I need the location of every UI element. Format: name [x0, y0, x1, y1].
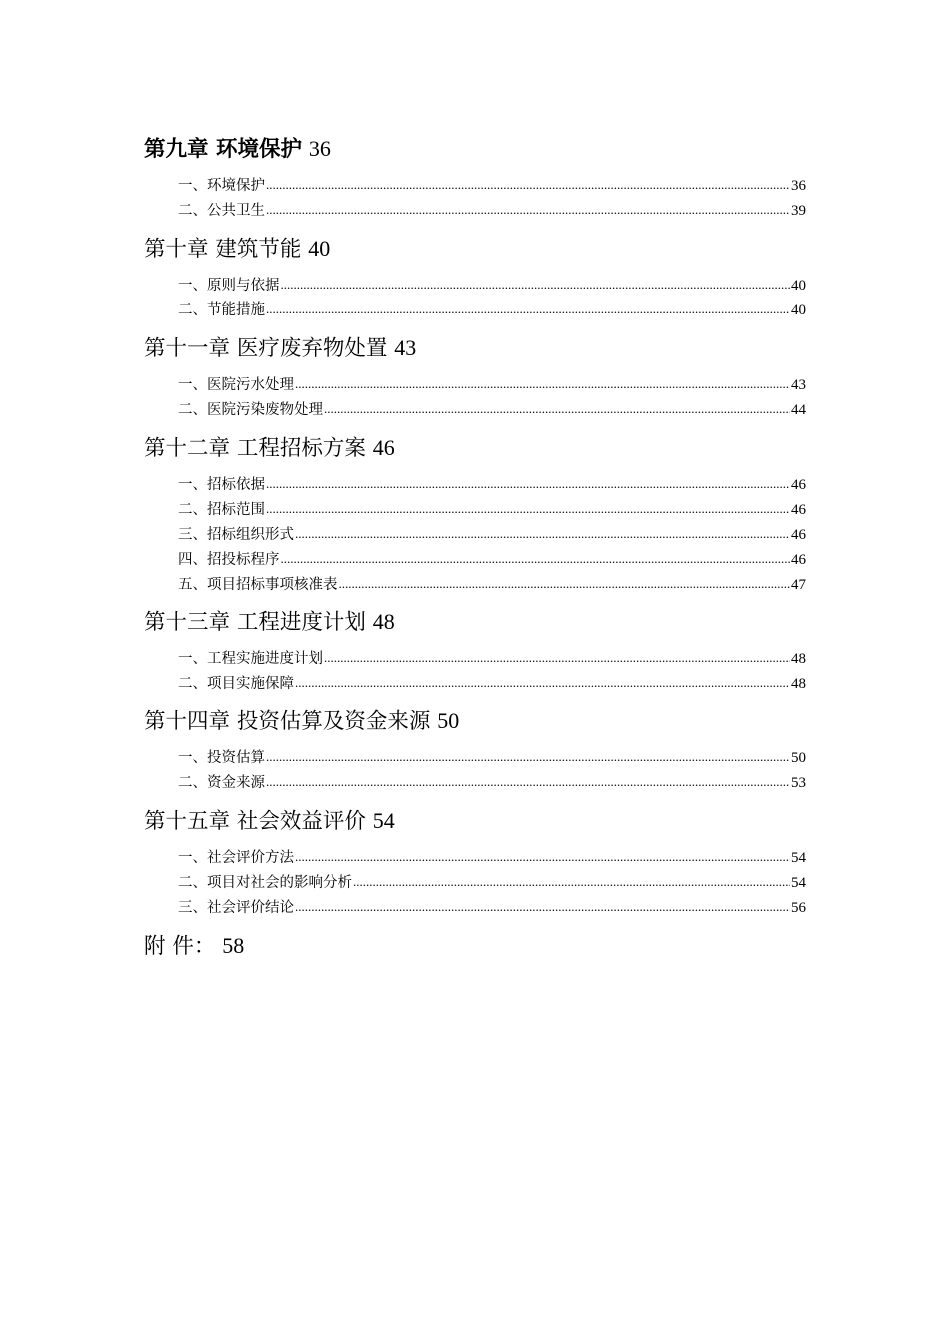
- chapter-page-number: 43: [394, 335, 417, 360]
- entry-page-number: 48: [791, 676, 806, 692]
- toc-entry[interactable]: [178, 773, 806, 793]
- toc-entry[interactable]: [178, 500, 806, 520]
- entry-title: 一、医院污水处理: [178, 377, 294, 393]
- entry-page-number: 54: [791, 875, 806, 891]
- chapter-page-number: 36: [308, 136, 331, 161]
- entry-title: 二、节能措施: [178, 302, 265, 318]
- chapter-page-number: 50: [437, 708, 460, 733]
- dot-leader: [324, 648, 790, 668]
- chapter-title: 第九章 环境保护: [144, 137, 302, 162]
- toc-appendix[interactable]: [144, 931, 806, 961]
- chapter-title: 第十二章 工程招标方案: [144, 436, 366, 461]
- dot-leader: [295, 374, 790, 394]
- toc-entry[interactable]: [178, 873, 806, 893]
- chapter-page-number: 46: [372, 435, 395, 460]
- entry-title: 三、招标组织形式: [178, 527, 294, 543]
- toc-entry[interactable]: [178, 748, 806, 768]
- entry-title: 一、社会评价方法: [178, 850, 294, 866]
- chapter-title: 第十一章 医疗废弃物处置: [144, 336, 388, 361]
- entry-title: 二、项目实施保障: [178, 676, 294, 692]
- dot-leader: [266, 747, 790, 767]
- chapter-title: 第十五章 社会效益评价: [144, 809, 366, 834]
- toc-entry[interactable]: [178, 898, 806, 918]
- entry-page-number: 46: [791, 477, 806, 493]
- dot-leader: [266, 200, 790, 220]
- dot-leader: [266, 499, 790, 519]
- toc-entry[interactable]: [178, 300, 806, 320]
- chapter-title: 第十章 建筑节能: [144, 237, 302, 262]
- toc-entry[interactable]: [178, 375, 806, 395]
- chapter-title: 第十三章 工程进度计划: [144, 610, 366, 635]
- toc-entry[interactable]: [178, 649, 806, 669]
- dot-leader: [339, 574, 791, 594]
- chapter-page-number: 40: [308, 236, 331, 261]
- entry-page-number: 39: [791, 203, 806, 219]
- entry-title: 二、医院污染废物处理: [178, 402, 323, 418]
- dot-leader: [324, 399, 790, 419]
- dot-leader: [266, 772, 790, 792]
- dot-leader: [266, 474, 790, 494]
- entry-page-number: 50: [791, 750, 806, 766]
- toc-entry[interactable]: [178, 475, 806, 495]
- dot-leader: [266, 175, 790, 195]
- entry-title: 一、原则与依据: [178, 278, 280, 294]
- toc-entry[interactable]: [178, 176, 806, 196]
- toc-chapter[interactable]: [144, 134, 806, 164]
- entry-title: 一、投资估算: [178, 750, 265, 766]
- dot-leader: [295, 673, 790, 693]
- dot-leader: [281, 549, 791, 569]
- entry-title: 二、资金来源: [178, 775, 265, 791]
- toc-chapter[interactable]: [144, 706, 806, 736]
- entry-page-number: 40: [791, 278, 806, 294]
- entry-page-number: 48: [791, 651, 806, 667]
- toc-chapter[interactable]: [144, 433, 806, 463]
- entry-page-number: 46: [791, 527, 806, 543]
- entry-page-number: 44: [791, 402, 806, 418]
- chapter-title: 第十四章 投资估算及资金来源: [144, 709, 431, 734]
- chapter-page-number: 54: [372, 808, 395, 833]
- toc-chapter[interactable]: [144, 607, 806, 637]
- appendix-title: 附 件：: [144, 934, 216, 959]
- entry-page-number: 46: [791, 552, 806, 568]
- entry-page-number: 40: [791, 302, 806, 318]
- toc-entry[interactable]: [178, 848, 806, 868]
- toc-chapter[interactable]: [144, 806, 806, 836]
- toc-entry[interactable]: [178, 201, 806, 221]
- toc-entry[interactable]: [178, 400, 806, 420]
- entry-title: 一、工程实施进度计划: [178, 651, 323, 667]
- entry-title: 二、项目对社会的影响分析: [178, 875, 352, 891]
- chapter-page-number: 48: [372, 609, 395, 634]
- entry-title: 三、社会评价结论: [178, 900, 294, 916]
- entry-title: 五、项目招标事项核准表: [178, 577, 338, 593]
- toc-entry[interactable]: [178, 525, 806, 545]
- entry-page-number: 56: [791, 900, 806, 916]
- entry-title: 二、公共卫生: [178, 203, 265, 219]
- entry-title: 一、招标依据: [178, 477, 265, 493]
- toc-entry[interactable]: [178, 674, 806, 694]
- dot-leader: [295, 847, 790, 867]
- entry-title: 二、招标范围: [178, 502, 265, 518]
- entry-page-number: 47: [791, 577, 806, 593]
- toc-chapter[interactable]: [144, 234, 806, 264]
- entry-title: 一、环境保护: [178, 178, 265, 194]
- dot-leader: [281, 275, 791, 295]
- toc-chapter[interactable]: [144, 333, 806, 363]
- dot-leader: [266, 299, 790, 319]
- toc-entry[interactable]: [178, 575, 806, 595]
- entry-page-number: 46: [791, 502, 806, 518]
- entry-page-number: 43: [791, 377, 806, 393]
- appendix-page-number: 58: [222, 933, 245, 958]
- toc-entry[interactable]: [178, 276, 806, 296]
- entry-title: 四、招投标程序: [178, 552, 280, 568]
- dot-leader: [353, 872, 790, 892]
- toc-entry[interactable]: [178, 550, 806, 570]
- dot-leader: [295, 897, 790, 917]
- dot-leader: [295, 524, 790, 544]
- entry-page-number: 53: [791, 775, 806, 791]
- entry-page-number: 54: [791, 850, 806, 866]
- entry-page-number: 36: [791, 178, 806, 194]
